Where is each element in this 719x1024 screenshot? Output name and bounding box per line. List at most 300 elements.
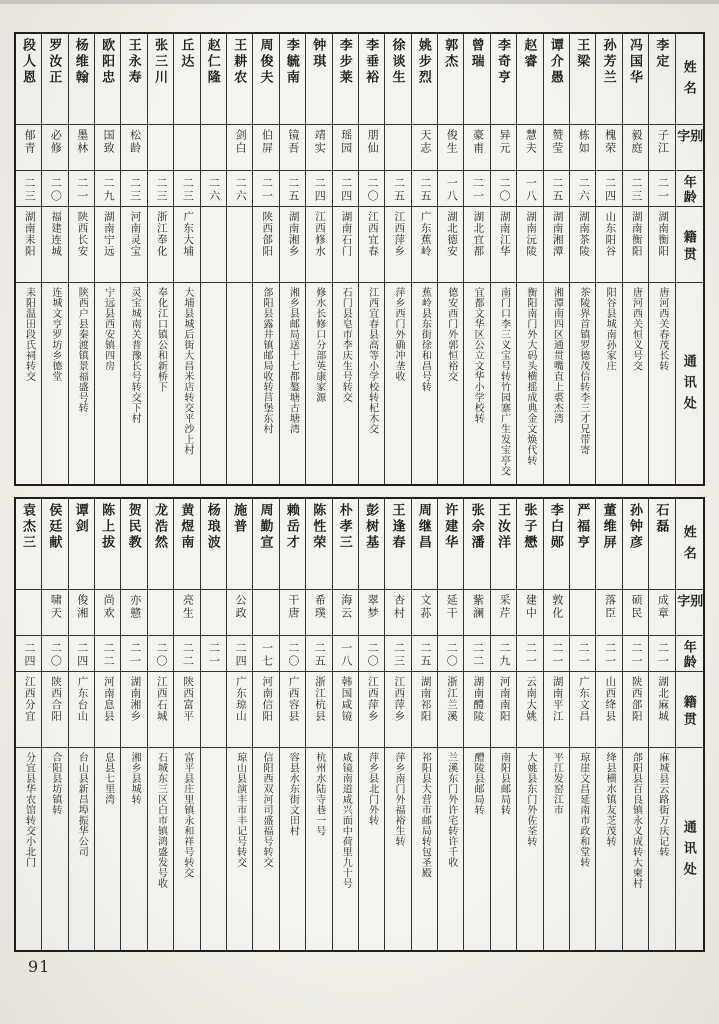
person-native-cell xyxy=(148,671,173,747)
person-contact-cell xyxy=(227,747,252,950)
person-contact: 琼山县演丰市丰记号转交 xyxy=(234,752,246,868)
person-column xyxy=(437,34,463,484)
person-contact-cell xyxy=(95,747,120,950)
header-name-label: 姓名 xyxy=(681,60,697,102)
person-column xyxy=(411,34,437,484)
person-name-cell xyxy=(517,34,542,124)
person-age-cell xyxy=(438,635,463,671)
person-name: 许建华 xyxy=(443,503,459,551)
person-alias: 海云 xyxy=(339,594,352,620)
person-column xyxy=(226,499,252,950)
person-alias-cell xyxy=(253,124,278,170)
person-contact: 郃阳县百良镇永义成转大柬村 xyxy=(630,752,642,889)
person-name-cell xyxy=(306,499,331,589)
person-native-cell xyxy=(491,206,516,282)
person-age: 二一 xyxy=(629,641,642,668)
person-age-cell xyxy=(596,635,621,671)
person-alias-cell xyxy=(95,589,120,635)
person-name: 李定 xyxy=(654,38,670,70)
person-name-cell xyxy=(412,499,437,589)
person-contact: 阳谷县城南孙家庄 xyxy=(604,287,616,371)
person-age: 二一 xyxy=(524,641,537,668)
person-native-cell xyxy=(253,206,278,282)
person-name: 王逢春 xyxy=(390,503,406,551)
person-name: 赵睿 xyxy=(522,38,538,70)
person-name-cell xyxy=(253,499,278,589)
person-contact: 琼崖文昌延南市政和堂转 xyxy=(577,752,589,868)
person-age-cell xyxy=(201,170,226,206)
person-age-cell xyxy=(16,170,41,206)
person-contact-cell xyxy=(174,747,199,950)
person-age: 二一 xyxy=(577,641,590,668)
person-name-cell xyxy=(544,499,569,589)
person-native-cell xyxy=(517,206,542,282)
person-contact-cell xyxy=(359,282,384,484)
person-age-cell xyxy=(570,170,595,206)
person-name-cell xyxy=(148,499,173,589)
registry-table-bottom xyxy=(14,497,705,952)
person-contact-cell xyxy=(201,282,226,484)
person-native: 广西容县 xyxy=(287,676,299,722)
person-name: 张余潘 xyxy=(469,503,485,551)
person-name-cell xyxy=(517,499,542,589)
person-name: 李白郧 xyxy=(548,503,564,551)
person-name: 李毓南 xyxy=(284,38,300,86)
person-name-cell xyxy=(42,499,67,589)
person-native: 湖南江华 xyxy=(498,211,510,257)
person-name-cell xyxy=(174,34,199,124)
person-alias: 靖实 xyxy=(313,129,326,155)
person-name-cell xyxy=(69,34,94,124)
person-age: 一七 xyxy=(260,641,273,668)
person-native: 广东文昌 xyxy=(577,676,589,722)
person-alias: 异元 xyxy=(498,129,511,155)
person-name: 姚步烈 xyxy=(416,38,432,86)
person-column xyxy=(279,499,305,950)
person-contact: 大埔县城后街大昌米店转交平沙上村 xyxy=(181,287,193,455)
person-contact: 富平县庄里镇永和祥号转交 xyxy=(181,752,193,878)
person-age-cell xyxy=(596,170,621,206)
person-column xyxy=(437,499,463,950)
person-alias: 松龄 xyxy=(128,129,141,155)
person-name-cell xyxy=(333,34,358,124)
person-column xyxy=(490,34,516,484)
person-age: 二九 xyxy=(498,641,511,668)
person-contact: 南阳县邮局转 xyxy=(498,752,510,815)
person-alias-cell xyxy=(544,589,569,635)
person-alias-cell xyxy=(201,124,226,170)
person-alias: 豪甫 xyxy=(471,129,484,155)
person-name-cell xyxy=(280,34,305,124)
person-age: 二四 xyxy=(75,641,88,668)
person-age-cell xyxy=(464,170,489,206)
person-contact: 石城东三区白市镇鸿盛发号收 xyxy=(155,752,167,889)
person-alias: 俊湘 xyxy=(75,594,88,620)
header-name-cell xyxy=(676,499,703,589)
person-contact: 容县水东街文田村 xyxy=(287,752,299,836)
person-native: 河南信阳 xyxy=(261,676,273,722)
person-contact-cell xyxy=(491,747,516,950)
person-alias-cell xyxy=(596,124,621,170)
person-alias-cell xyxy=(42,124,67,170)
person-alias-cell xyxy=(464,589,489,635)
person-native-cell xyxy=(227,206,252,282)
person-column xyxy=(16,34,41,484)
person-age: 二〇 xyxy=(445,641,458,668)
person-alias-cell xyxy=(544,124,569,170)
person-native-cell xyxy=(438,671,463,747)
person-age-cell xyxy=(649,170,674,206)
person-native: 广东台山 xyxy=(76,676,88,722)
person-native-cell xyxy=(42,671,67,747)
person-native-cell xyxy=(438,206,463,282)
person-native: 浙江兰溪 xyxy=(446,676,457,722)
person-contact: 息县七里湾 xyxy=(102,752,114,805)
person-column xyxy=(622,499,648,950)
person-name: 李奇亨 xyxy=(496,38,512,86)
person-age-cell xyxy=(148,635,173,671)
person-alias-cell xyxy=(517,589,542,635)
person-contact-cell xyxy=(649,282,674,484)
person-column xyxy=(622,34,648,484)
person-age-cell xyxy=(280,635,305,671)
person-contact-cell xyxy=(42,747,67,950)
person-contact-cell xyxy=(649,747,674,950)
person-contact: 唐河西关春茂长转 xyxy=(656,287,668,371)
person-native: 湖南祁阳 xyxy=(419,676,431,722)
person-age: 二一 xyxy=(75,176,88,203)
person-alias: 俊生 xyxy=(445,129,458,155)
person-age: 二三 xyxy=(392,641,405,668)
person-column xyxy=(490,499,516,950)
person-name-cell xyxy=(464,499,489,589)
person-name: 谭剑 xyxy=(73,503,89,535)
person-alias: 延干 xyxy=(445,594,458,620)
person-contact: 麻城县云路街万庆记转 xyxy=(656,752,668,857)
person-column xyxy=(279,34,305,484)
person-column xyxy=(569,499,595,950)
person-column xyxy=(648,499,674,950)
person-alias-cell xyxy=(649,589,674,635)
person-contact: 耒阳温田段氏祠转交 xyxy=(23,287,35,382)
person-alias: 亦戆 xyxy=(128,594,141,620)
person-contact-cell xyxy=(227,282,252,484)
person-native-cell xyxy=(464,671,489,747)
person-alias: 剑白 xyxy=(234,129,247,155)
person-column xyxy=(41,34,67,484)
person-contact: 绛县横水镇友芝茂转 xyxy=(604,752,616,847)
person-name: 赵仁隆 xyxy=(205,38,221,86)
person-column xyxy=(120,499,146,950)
person-name: 曾瑞 xyxy=(469,38,485,70)
person-native-cell xyxy=(570,206,595,282)
header-alias-label: 别字 xyxy=(675,594,703,615)
person-alias: 郁青 xyxy=(23,129,35,155)
person-column xyxy=(516,34,542,484)
person-contact-cell xyxy=(16,747,41,950)
person-age-cell xyxy=(201,635,226,671)
person-age-cell xyxy=(464,635,489,671)
person-column xyxy=(226,34,252,484)
person-name-cell xyxy=(596,34,621,124)
person-contact: 平江发窑江市 xyxy=(551,752,563,815)
person-native-cell xyxy=(385,671,410,747)
person-native: 江西宜春 xyxy=(366,211,378,257)
person-column xyxy=(16,499,41,950)
person-name: 段人恩 xyxy=(21,38,36,86)
person-contact-cell xyxy=(148,282,173,484)
header-age-label: 年龄 xyxy=(681,639,697,670)
person-contact-cell xyxy=(438,747,463,950)
person-native: 江西萍乡 xyxy=(393,211,405,257)
person-age-cell xyxy=(491,635,516,671)
person-age-cell xyxy=(42,635,67,671)
person-native-cell xyxy=(306,671,331,747)
person-age: 二四 xyxy=(339,176,352,203)
person-contact: 南门口李三义宝号转竹园寨广生发宝亭交 xyxy=(498,287,510,476)
person-native-cell xyxy=(121,206,146,282)
person-age-cell xyxy=(438,170,463,206)
person-contact-cell xyxy=(201,747,226,950)
person-name-cell xyxy=(544,34,569,124)
person-contact-cell xyxy=(385,282,410,484)
person-name-cell xyxy=(385,499,410,589)
person-name-cell xyxy=(623,34,648,124)
person-age-cell xyxy=(623,170,648,206)
person-contact: 蕉岭县东街徐和昌号转 xyxy=(419,287,431,392)
person-age: 二四 xyxy=(603,176,616,203)
person-name-cell xyxy=(16,34,41,124)
person-age-cell xyxy=(253,170,278,206)
person-age-cell xyxy=(385,170,410,206)
person-age: 二二 xyxy=(102,641,115,668)
person-contact-cell xyxy=(596,282,621,484)
person-age-cell xyxy=(385,635,410,671)
person-alias-cell xyxy=(42,589,67,635)
header-native-cell xyxy=(676,671,703,747)
person-name: 冯国华 xyxy=(627,38,643,86)
person-column xyxy=(332,499,358,950)
person-contact-cell xyxy=(69,747,94,950)
person-alias-cell xyxy=(16,589,41,635)
person-native-cell xyxy=(174,206,199,282)
person-age-cell xyxy=(121,170,146,206)
person-alias-cell xyxy=(227,589,252,635)
person-contact: 修水长修口分部英康家源 xyxy=(313,287,325,403)
person-alias-cell xyxy=(570,124,595,170)
person-alias-cell xyxy=(333,589,358,635)
person-column xyxy=(252,34,278,484)
person-age: 二二 xyxy=(181,641,194,668)
person-age: 二三 xyxy=(128,176,141,203)
person-contact: 湘乡县邮局送十七都鏊塘古塘湾 xyxy=(287,287,299,434)
person-alias: 文荪 xyxy=(418,594,431,620)
person-name: 陈上拔 xyxy=(100,503,116,551)
person-name: 王耕农 xyxy=(232,38,248,86)
person-age: 二一 xyxy=(207,641,220,668)
person-alias: 成章 xyxy=(656,594,669,620)
person-age: 二四 xyxy=(313,176,326,203)
person-native-cell xyxy=(412,671,437,747)
person-name-cell xyxy=(412,34,437,124)
person-age-cell xyxy=(306,635,331,671)
person-contact-cell xyxy=(253,282,278,484)
person-age: 二五 xyxy=(418,641,431,668)
person-native: 浙江奉化 xyxy=(155,211,167,257)
person-contact-cell xyxy=(306,747,331,950)
person-name-cell xyxy=(69,499,94,589)
person-alias: 敦化 xyxy=(550,594,563,620)
person-name: 张子懋 xyxy=(522,503,538,551)
person-age: 二三 xyxy=(23,176,35,203)
person-column xyxy=(358,499,384,950)
person-name-cell xyxy=(464,34,489,124)
person-name: 钟琪 xyxy=(311,38,327,70)
person-age-cell xyxy=(412,170,437,206)
person-age: 一八 xyxy=(339,641,352,668)
person-column xyxy=(543,34,569,484)
person-alias-cell xyxy=(121,124,146,170)
person-contact-cell xyxy=(544,747,569,950)
person-contact-cell xyxy=(333,282,358,484)
person-native-cell xyxy=(464,206,489,282)
person-name-cell xyxy=(121,34,146,124)
person-name: 石磊 xyxy=(654,503,670,535)
person-column xyxy=(305,34,331,484)
person-column xyxy=(173,34,199,484)
person-age-cell xyxy=(95,635,120,671)
person-column xyxy=(252,499,278,950)
person-native-cell xyxy=(596,206,621,282)
person-age: 二三 xyxy=(629,176,642,203)
person-native: 江西萍乡 xyxy=(366,676,378,722)
person-native: 广东琼山 xyxy=(234,676,246,722)
person-contact: 唐河西关恒义号交 xyxy=(630,287,642,371)
person-column xyxy=(305,499,331,950)
person-alias: 槐荣 xyxy=(603,129,616,155)
person-native-cell xyxy=(227,671,252,747)
person-age-cell xyxy=(544,170,569,206)
person-age: 二〇 xyxy=(366,641,379,668)
person-native: 河南息县 xyxy=(102,676,114,722)
person-contact-cell xyxy=(121,747,146,950)
person-age: 二〇 xyxy=(286,641,299,668)
person-alias: 子江 xyxy=(656,129,669,155)
person-column xyxy=(463,499,489,950)
person-column xyxy=(332,34,358,484)
person-age-cell xyxy=(16,635,41,671)
person-native-cell xyxy=(121,671,146,747)
person-contact: 萍乡县北门外转 xyxy=(366,752,378,826)
person-native-cell xyxy=(333,671,358,747)
header-name-label: 姓名 xyxy=(681,525,697,567)
person-contact: 宜都文华区公立文华小学校转 xyxy=(472,287,484,424)
person-age: 二一 xyxy=(603,641,616,668)
person-native: 湖南平江 xyxy=(551,676,563,722)
person-contact-cell xyxy=(438,282,463,484)
person-contact-cell xyxy=(517,282,542,484)
person-alias: 朋仙 xyxy=(366,129,379,155)
person-column xyxy=(516,499,542,950)
person-column xyxy=(41,499,67,950)
person-name: 杨琅波 xyxy=(205,503,221,551)
registry-table-top xyxy=(14,32,705,486)
person-native: 湖南沅陵 xyxy=(525,211,537,257)
person-contact: 陕西户县秦渡镇景福盛号转 xyxy=(76,287,88,413)
person-name-cell xyxy=(623,499,648,589)
person-column xyxy=(595,34,621,484)
person-alias: 啸天 xyxy=(49,594,62,620)
person-alias-cell xyxy=(148,589,173,635)
person-contact-cell xyxy=(16,282,41,484)
person-age: 二二 xyxy=(471,641,484,668)
person-alias: 天志 xyxy=(418,129,431,155)
person-name-cell xyxy=(359,34,384,124)
person-native-cell xyxy=(16,671,41,747)
person-name: 朴孝三 xyxy=(337,503,353,551)
person-native: 江西分宜 xyxy=(23,676,35,722)
header-contact-label: 通讯处 xyxy=(681,354,697,417)
person-alias: 瑶园 xyxy=(339,129,352,155)
person-age-cell xyxy=(174,170,199,206)
person-age: 二六 xyxy=(207,176,220,203)
person-age-cell xyxy=(412,635,437,671)
person-name: 徐谈生 xyxy=(390,38,406,86)
person-contact: 萍乡南门外福裕生转 xyxy=(392,752,404,847)
person-alias-cell xyxy=(359,124,384,170)
person-name-cell xyxy=(280,499,305,589)
person-age-cell xyxy=(174,635,199,671)
person-age-cell xyxy=(359,635,384,671)
person-native: 陕西郃阳 xyxy=(261,211,273,257)
person-contact: 湘乡县城转 xyxy=(129,752,141,805)
person-contact: 杭州水陆寺巷一号 xyxy=(313,752,325,836)
person-age: 一八 xyxy=(445,176,458,203)
person-alias-cell xyxy=(623,124,648,170)
person-age: 二四 xyxy=(23,641,35,668)
person-contact: 石门县皂市李庆生号转交 xyxy=(340,287,352,403)
person-contact: 大姚县东门外佐荃转 xyxy=(524,752,536,847)
person-native-cell xyxy=(253,671,278,747)
person-native-cell xyxy=(412,206,437,282)
person-age: 二五 xyxy=(550,176,563,203)
person-age-cell xyxy=(544,635,569,671)
person-name: 严福亨 xyxy=(575,503,591,551)
person-native: 湖南醴陵 xyxy=(472,676,484,722)
person-alias-cell xyxy=(306,589,331,635)
person-native-cell xyxy=(280,206,305,282)
person-name-cell xyxy=(16,499,41,589)
person-column xyxy=(68,34,94,484)
person-native: 湖南湘乡 xyxy=(287,211,299,257)
person-age-cell xyxy=(95,170,120,206)
person-contact: 咸镜南道咸兴面中荷里九十号 xyxy=(340,752,352,889)
person-name: 董维屏 xyxy=(601,503,617,551)
header-native-label: 籍贯 xyxy=(681,694,697,729)
person-column xyxy=(120,34,146,484)
person-name: 谭介愚 xyxy=(548,38,564,86)
person-contact: 灵宝城南关普豫长号转交下村 xyxy=(129,287,141,424)
person-alias-cell xyxy=(16,124,41,170)
person-name-cell xyxy=(570,34,595,124)
person-age-cell xyxy=(148,170,173,206)
person-contact: 祁阳县大营市邮局转包圣殿 xyxy=(419,752,431,878)
person-name-cell xyxy=(121,499,146,589)
person-column xyxy=(569,34,595,484)
person-contact: 醴陵县邮局转 xyxy=(472,752,484,815)
person-native-cell xyxy=(148,206,173,282)
person-native-cell xyxy=(596,671,621,747)
